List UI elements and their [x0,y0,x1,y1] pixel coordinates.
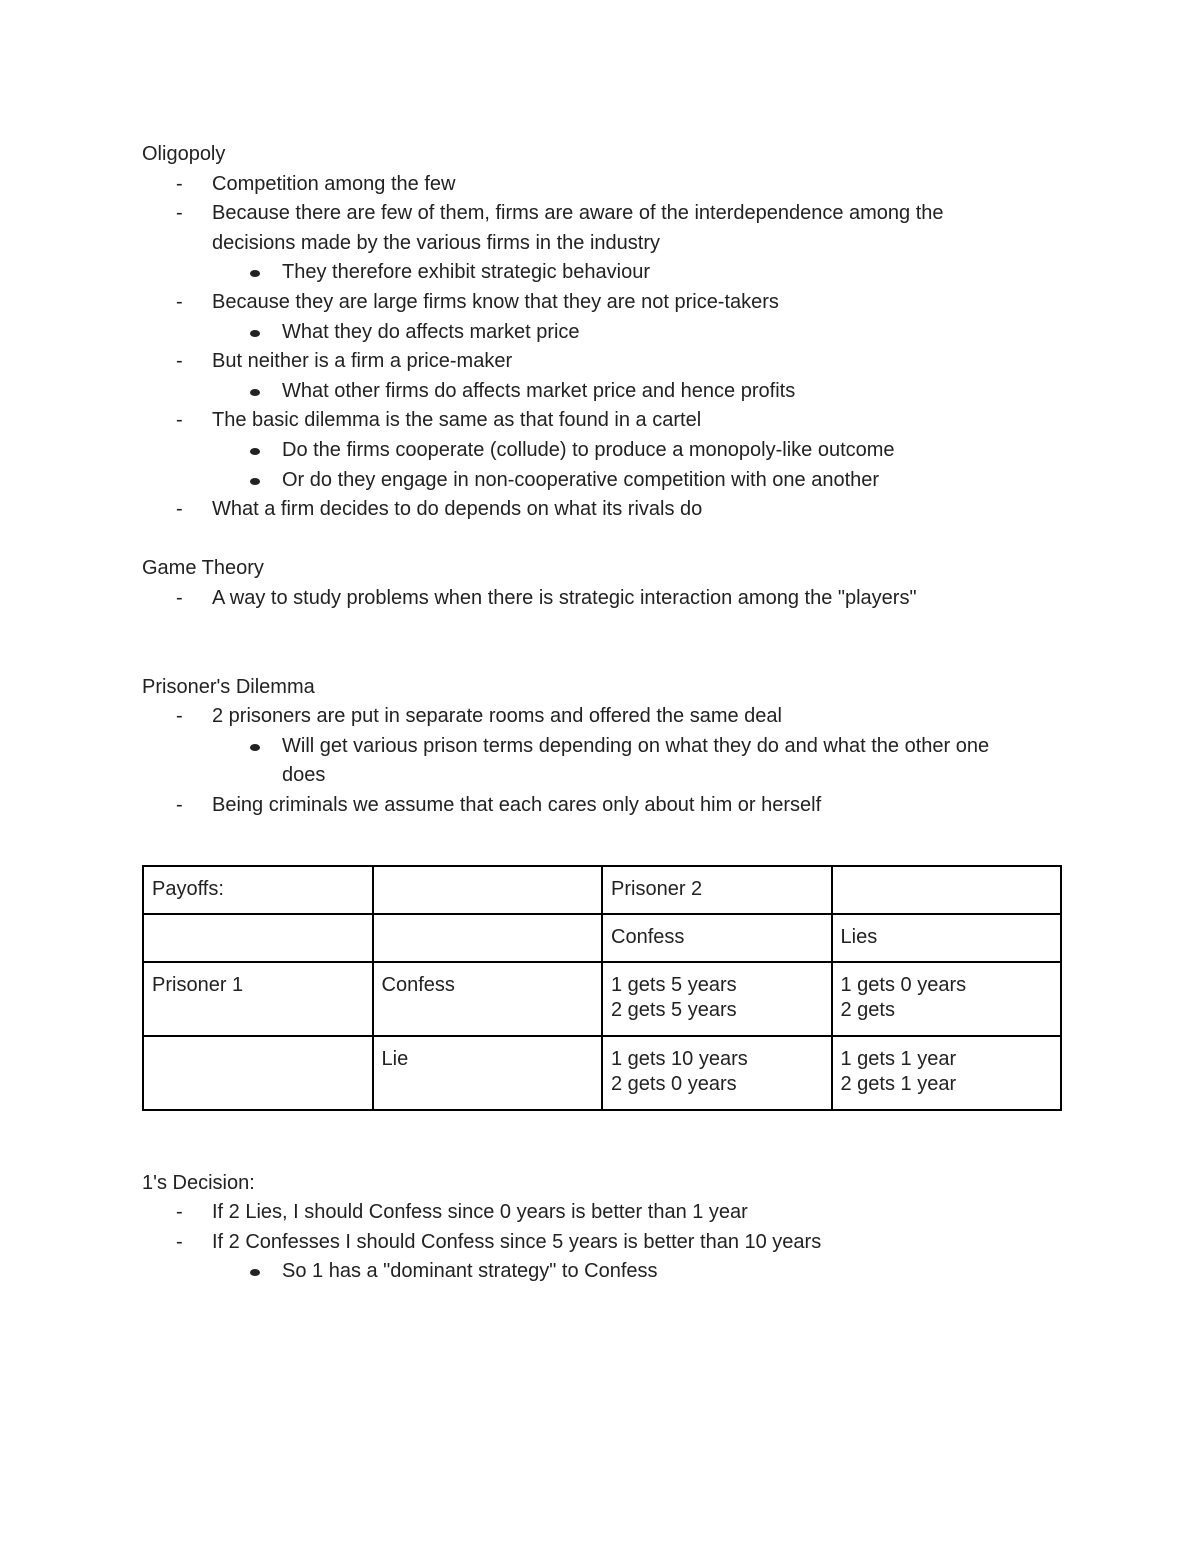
table-cell [832,962,1062,1036]
sub-list-item [142,258,1062,288]
section-heading-decision: 1's Decision: [142,1171,255,1194]
list-item [142,1228,1062,1258]
bullet-icon [250,744,260,751]
table-cell: Lies [832,914,1062,962]
spacer [142,1111,1062,1169]
payoff-table [142,865,1062,1111]
table-row [143,866,1061,914]
section-heading-game-theory: Game Theory [142,557,264,580]
list-item-text: Because they are large firms know that they are not price-takers [212,290,779,313]
table-cell [373,914,603,962]
section-heading-oligopoly: Oligopoly [142,143,226,165]
cell-line: 1 gets 5 years [611,973,737,996]
list-item [142,199,1062,229]
list-item [142,791,1062,821]
list-item-text: decisions made by the various firms in the industry [212,231,660,254]
sub-list-item [142,1257,1062,1287]
table-cell [373,962,603,1036]
table-cell [602,1036,832,1110]
table-row [143,1036,1061,1110]
list-item-text: What they do affects market price [282,320,580,343]
bullet-icon [250,448,260,455]
dash-marker: - [176,202,183,225]
dash-marker: - [176,705,183,728]
dash-marker: - [176,290,183,313]
list-item-continuation [142,229,1062,259]
table-row [143,914,1061,962]
list-item [142,406,1062,436]
dash-marker: - [176,794,183,817]
cell-line: 1 gets 0 years [840,973,967,996]
table-row [143,962,1061,1036]
sub-list-item-continuation [142,761,1062,791]
table-cell [832,866,1062,914]
bullet-icon [250,330,260,337]
list-item [142,170,1062,200]
cell-line: Confess [381,973,455,996]
list-item-text: Because there are few of them, firms are aware of the interdependence among the [212,202,944,225]
bullet-icon [250,389,260,396]
list-item-text: Will get various prison terms depending on what they do and what the other one [282,734,990,757]
cell-line: 1 gets 10 years [611,1047,748,1070]
cell-line: Lie [381,1047,409,1070]
cell-line: Prisoner 1 [152,973,244,996]
list-item-text: A way to study problems when there is strategic interaction among the "players" [212,586,917,609]
dash-marker: - [176,498,183,521]
cell-line: 2 gets 5 years [611,999,737,1022]
list-item-text: does [282,764,326,787]
document-page [142,140,1062,1287]
list-item [142,1198,1062,1228]
table-cell: Confess [602,914,832,962]
table-cell: Prisoner 2 [602,866,832,914]
sub-list-item [142,318,1062,348]
list-item-text: The basic dilemma is the same as that found in a cartel [212,409,702,432]
list-item-text: But neither is a firm a price-maker [212,350,513,373]
table-cell [832,1036,1062,1110]
list-item-text: Being criminals we assume that each cares only about him or herself [212,794,822,817]
dash-marker: - [176,1201,183,1224]
dash-marker: - [176,409,183,432]
sub-list-item [142,732,1062,762]
table-cell [602,962,832,1036]
cell-line: 2 gets 0 years [611,1073,737,1096]
dash-marker: - [176,586,183,609]
section-heading-prisoners-dilemma: Prisoner's Dilemma [142,675,315,698]
table-cell [143,962,373,1036]
table-cell [373,1036,603,1110]
cell-line: 2 gets 1 year [840,1073,957,1096]
dash-marker: - [176,1230,183,1253]
list-item [142,584,1062,614]
list-item-text: 2 prisoners are put in separate rooms and offered the same deal [212,705,782,728]
bullet-icon [250,270,260,277]
table-cell [373,866,603,914]
sub-list-item [142,466,1062,496]
table-cell [143,914,373,962]
list-item-text: If 2 Confesses I should Confess since 5 years is better than 10 years [212,1230,822,1253]
list-item-text: Competition among the few [212,172,456,195]
list-item [142,702,1062,732]
cell-line: 1 gets 1 year [840,1047,957,1070]
spacer [142,525,1062,555]
list-item-text: Do the firms cooperate (collude) to produce a monopoly-like outcome [282,438,895,461]
table-cell [143,1036,373,1110]
sub-list-item [142,377,1062,407]
dash-marker: - [176,350,183,373]
list-item-text: If 2 Lies, I should Confess since 0 years is better than 1 year [212,1201,748,1224]
sub-list-item [142,436,1062,466]
bullet-icon [250,1269,260,1276]
spacer [142,821,1062,865]
list-item [142,288,1062,318]
list-item-text: Or do they engage in non-cooperative competition with one another [282,468,880,491]
bullet-icon [250,478,260,485]
cell-line: 2 gets [840,999,895,1022]
table-cell: Payoffs: [143,866,373,914]
list-item-text: What other firms do affects market price and hence profits [282,379,796,402]
list-item-text: What a firm decides to do depends on what its rivals do [212,498,703,521]
list-item [142,495,1062,525]
spacer [142,614,1062,673]
list-item-text: They therefore exhibit strategic behaviour [282,261,650,284]
dash-marker: - [176,172,183,195]
list-item [142,347,1062,377]
list-item-text: So 1 has a "dominant strategy" to Confess [282,1260,658,1283]
